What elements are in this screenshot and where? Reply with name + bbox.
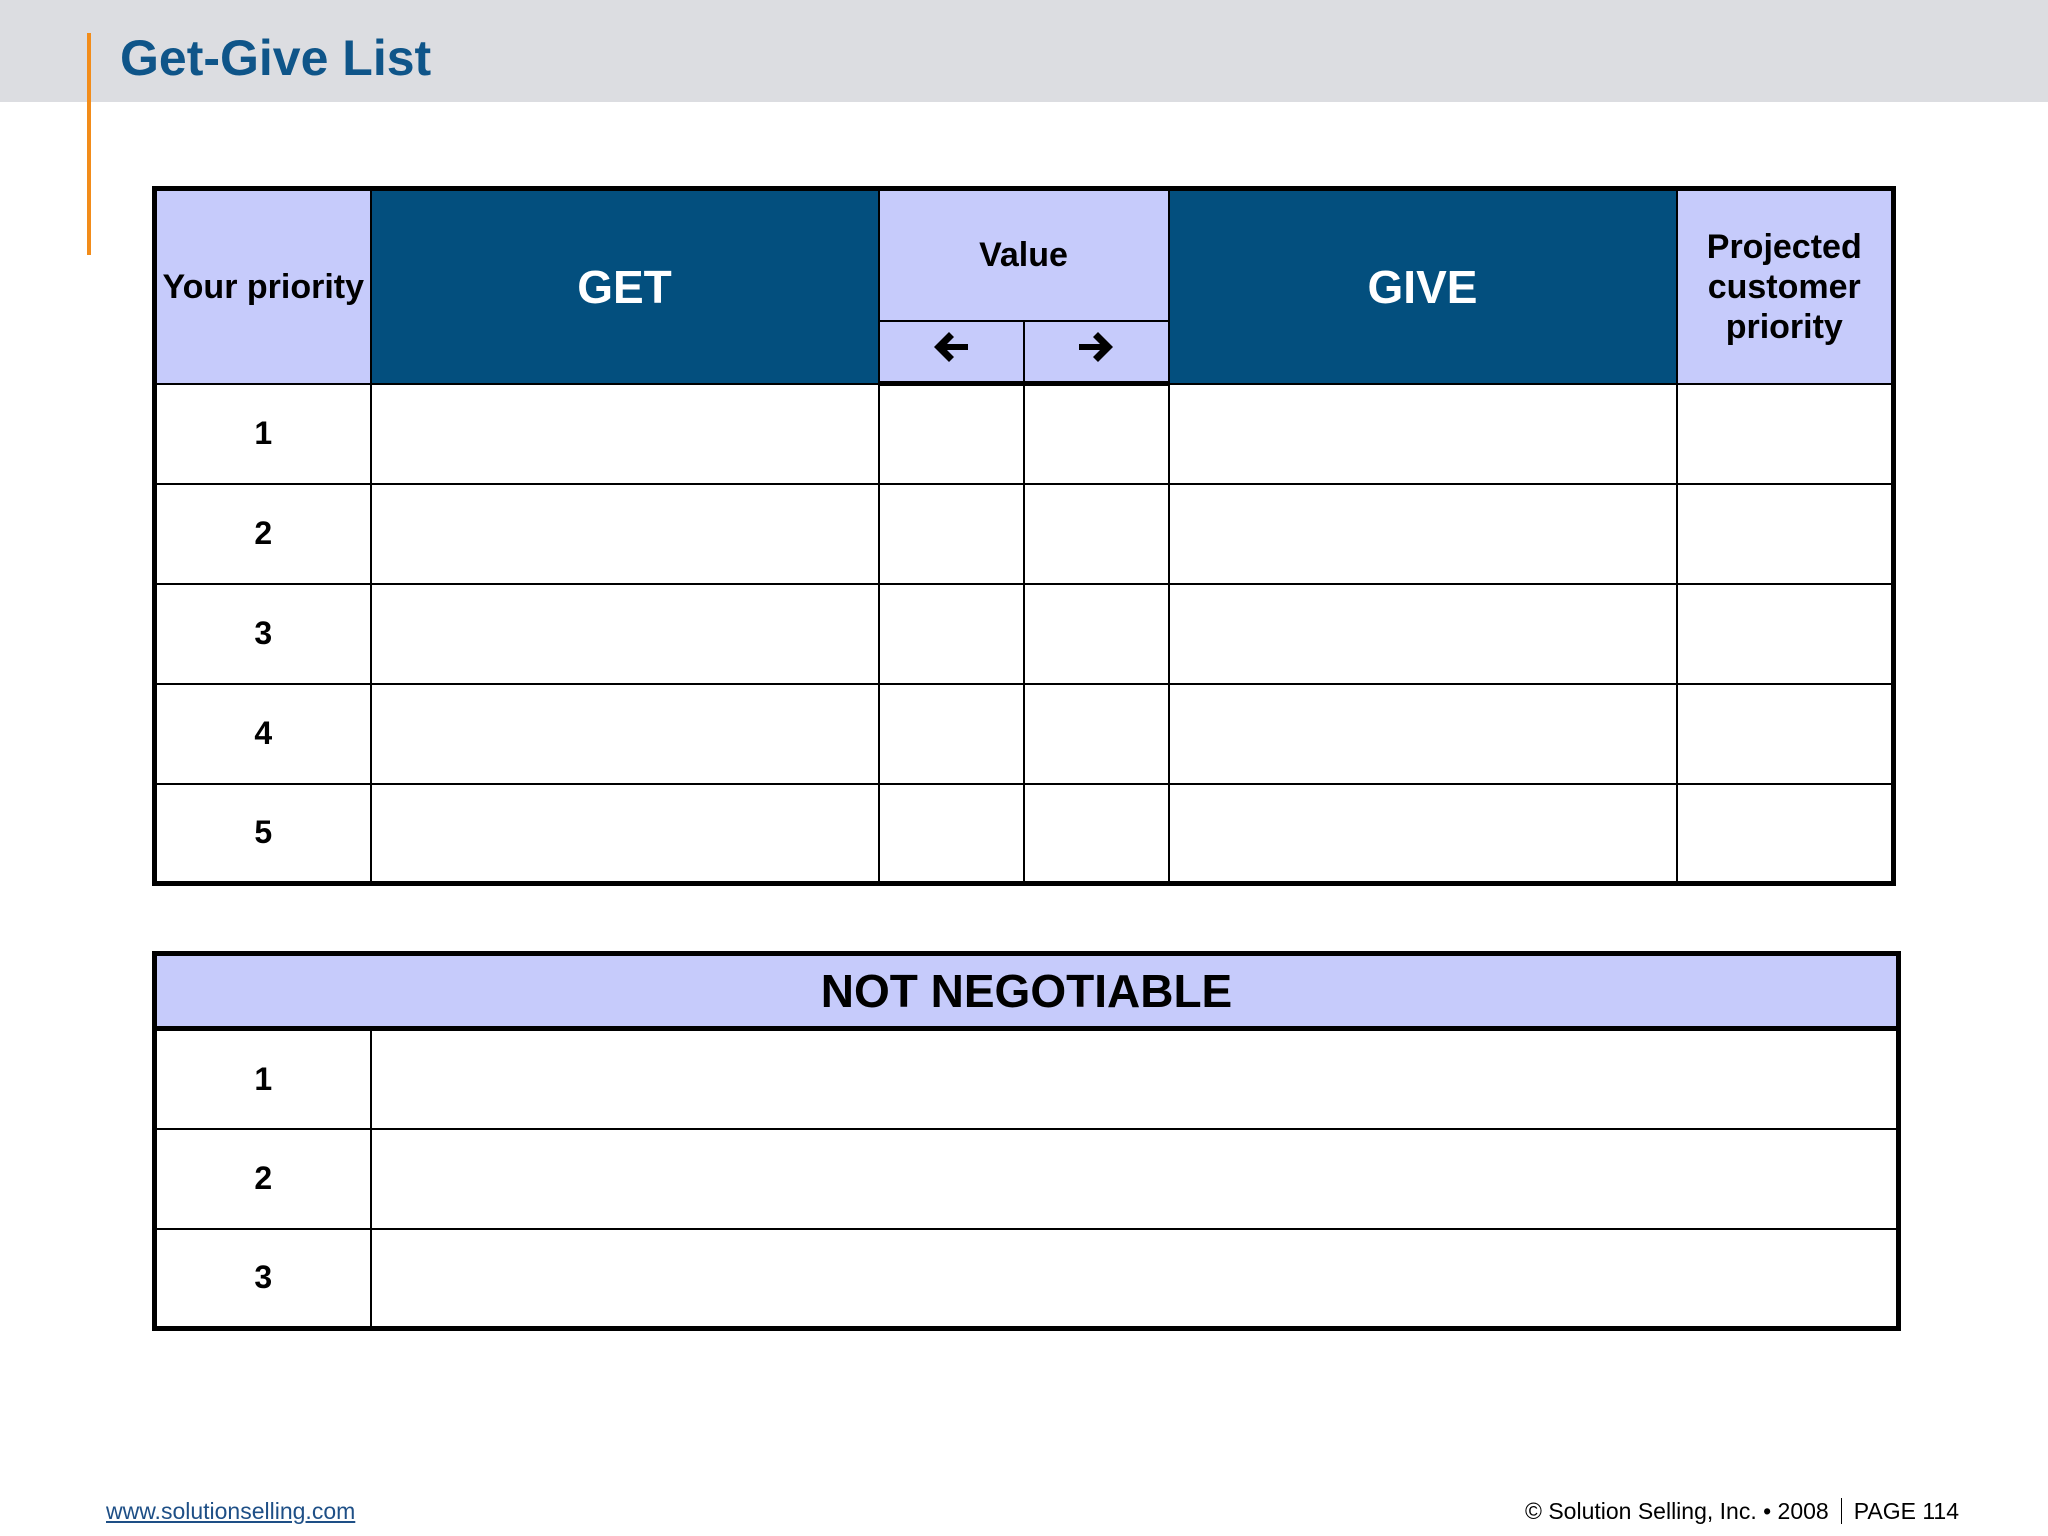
not-negotiable-table xyxy=(152,951,1901,1331)
give-header: GIVE xyxy=(1169,189,1677,384)
arrow-right-icon xyxy=(1024,321,1169,384)
value-right-cell[interactable] xyxy=(1024,484,1169,584)
value-header: Value xyxy=(879,189,1169,321)
value-left-cell[interactable] xyxy=(879,384,1024,484)
page-number: PAGE 114 xyxy=(1853,1498,1959,1524)
priority-number: 5 xyxy=(155,784,371,884)
value-right-cell[interactable] xyxy=(1024,784,1169,884)
not-negotiable-header-row xyxy=(155,954,1899,1029)
value-right-cell[interactable] xyxy=(1024,584,1169,684)
page-title: Get-Give List xyxy=(120,30,432,86)
give-cell[interactable] xyxy=(1169,384,1677,484)
customer-priority-cell[interactable] xyxy=(1677,384,1894,484)
value-left-cell[interactable] xyxy=(879,484,1024,584)
projected-customer-priority-header: Projected customer priority xyxy=(1677,189,1894,384)
get-cell[interactable] xyxy=(371,484,879,584)
arrow-left-icon xyxy=(879,321,1024,384)
table-row xyxy=(155,384,1894,484)
accent-bar xyxy=(87,33,91,255)
customer-priority-cell[interactable] xyxy=(1677,684,1894,784)
not-negotiable-header: NOT NEGOTIABLE xyxy=(155,954,1899,1029)
get-give-table xyxy=(152,186,1896,886)
table-row xyxy=(155,1129,1899,1229)
footer-separator xyxy=(1841,1498,1842,1524)
customer-priority-cell[interactable] xyxy=(1677,484,1894,584)
priority-number: 3 xyxy=(155,584,371,684)
get-cell[interactable] xyxy=(371,684,879,784)
get-cell[interactable] xyxy=(371,784,879,884)
not-negotiable-number: 1 xyxy=(155,1029,371,1129)
table-row xyxy=(155,684,1894,784)
not-negotiable-cell[interactable] xyxy=(371,1129,1899,1229)
value-left-cell[interactable] xyxy=(879,784,1024,884)
table-row xyxy=(155,784,1894,884)
table-row xyxy=(155,1229,1899,1329)
header-row xyxy=(155,189,1894,321)
give-cell[interactable] xyxy=(1169,584,1677,684)
table-row xyxy=(155,1029,1899,1129)
arrow-right-icon-svg xyxy=(1076,330,1116,364)
arrow-left-icon-svg xyxy=(931,330,971,364)
website-link[interactable]: www.solutionselling.com xyxy=(106,1498,356,1524)
not-negotiable-number: 3 xyxy=(155,1229,371,1329)
give-cell[interactable] xyxy=(1169,684,1677,784)
customer-priority-cell[interactable] xyxy=(1677,584,1894,684)
table-row xyxy=(155,584,1894,684)
footer-right xyxy=(1525,1498,1959,1525)
not-negotiable-cell[interactable] xyxy=(371,1029,1899,1129)
copyright-text: © Solution Selling, Inc. • 2008 xyxy=(1524,1498,1829,1524)
not-negotiable-cell[interactable] xyxy=(371,1229,1899,1329)
value-left-cell[interactable] xyxy=(879,584,1024,684)
value-right-cell[interactable] xyxy=(1024,384,1169,484)
value-right-cell[interactable] xyxy=(1024,684,1169,784)
get-cell[interactable] xyxy=(371,384,879,484)
priority-number: 4 xyxy=(155,684,371,784)
customer-priority-cell[interactable] xyxy=(1677,784,1894,884)
not-negotiable-number: 2 xyxy=(155,1129,371,1229)
value-left-cell[interactable] xyxy=(879,684,1024,784)
give-cell[interactable] xyxy=(1169,784,1677,884)
table-row xyxy=(155,484,1894,584)
get-cell[interactable] xyxy=(371,584,879,684)
give-cell[interactable] xyxy=(1169,484,1677,584)
priority-number: 1 xyxy=(155,384,371,484)
priority-number: 2 xyxy=(155,484,371,584)
your-priority-header: Your priority xyxy=(155,189,371,384)
get-header: GET xyxy=(371,189,879,384)
